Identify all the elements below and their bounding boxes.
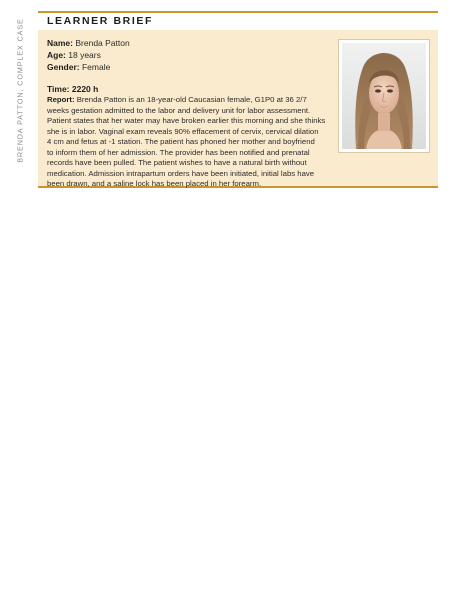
patient-fields bbox=[47, 37, 130, 73]
section-heading: LEARNER BRIEF bbox=[47, 15, 153, 27]
side-running-head-text: BRENDA PATTON, COMPLEX CASE bbox=[15, 18, 25, 163]
age-value: 18 years bbox=[68, 50, 101, 60]
age-label: Age: bbox=[47, 50, 66, 60]
report-line: weeks gestation admitted to the labor and delivery unit for labor assessment. bbox=[47, 105, 311, 115]
name-row bbox=[47, 37, 130, 49]
report-line: medication. Admission intrapartum orders have been initiated, initial labs have bbox=[47, 168, 315, 178]
report-line: records have been pulled. The patient wishes to have a natural birth without bbox=[47, 158, 307, 167]
gender-value: Female bbox=[81, 62, 111, 72]
patient-portrait-image bbox=[342, 43, 426, 149]
report-line: she is in labor. Vaginal exam reveals 90% effacement of cervix, cervical dilation bbox=[47, 126, 319, 136]
name-value: Brenda Patton bbox=[75, 38, 130, 48]
gender-row bbox=[47, 61, 130, 73]
age-row bbox=[47, 49, 130, 61]
name-label: Name: bbox=[47, 38, 73, 48]
report-line: to inform them of her admission. The provider has been notified and prenatal bbox=[47, 147, 310, 157]
report-line: been drawn, and a saline lock has been placed in her forearm. bbox=[47, 179, 262, 188]
report-line: 4 cm and fetus at -1 station. The patient has phoned her mother and boyfriend bbox=[47, 137, 315, 146]
time-stamp: Time: 2220 h bbox=[47, 84, 99, 94]
report-line: Patient states that her water may have broken earlier this morning and she thinks bbox=[47, 116, 326, 125]
report-paragraph bbox=[47, 95, 329, 190]
gender-label: Gender: bbox=[47, 62, 80, 72]
side-running-head bbox=[14, 12, 26, 172]
report-label: Report: bbox=[47, 95, 75, 104]
patient-photo bbox=[342, 43, 426, 149]
top-divider bbox=[38, 11, 438, 13]
report-line: Report: Brenda Patton is an 18-year-old Caucasian female, G1P0 at 36 2/7 bbox=[47, 95, 307, 104]
patient-photo-frame bbox=[338, 39, 430, 153]
